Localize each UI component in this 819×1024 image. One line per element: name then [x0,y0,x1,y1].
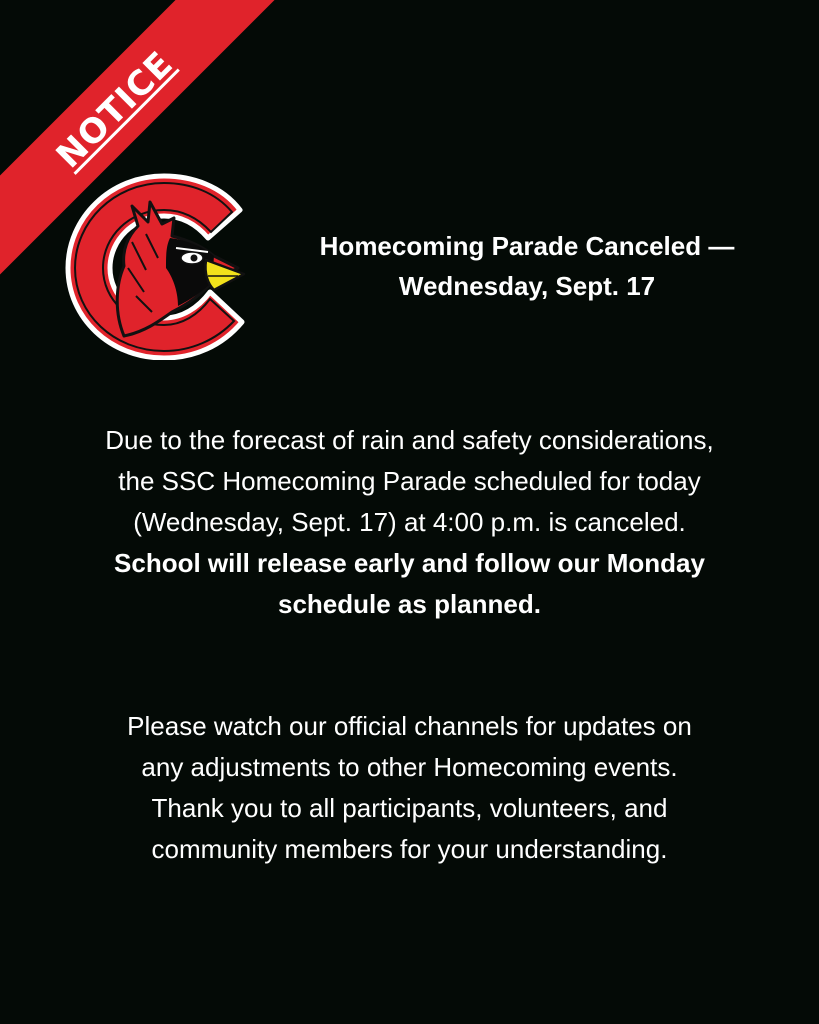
announcement-paragraph [20,420,799,625]
early-release-line-2: schedule as planned. [278,589,541,619]
notice-ribbon-label: NOTICE [48,43,182,177]
headline [262,226,792,306]
announcement-line-2: the SSC Homecoming Parade scheduled for today [118,466,701,496]
updates-line-3: Thank you to all participants, volunteers, and [151,793,668,823]
headline-line-1: Homecoming Parade Canceled — [319,231,735,261]
early-release-line-1: School will release early and follow our Monday [114,548,705,578]
announcement-line-3: (Wednesday, Sept. 17) at 4:00 p.m. is canceled. [133,507,686,537]
updates-line-1: Please watch our official channels for updates on [127,711,692,741]
updates-paragraph [20,706,799,870]
updates-line-2: any adjustments to other Homecoming events. [141,752,678,782]
announcement-line-1: Due to the forecast of rain and safety considerations, [105,425,714,455]
headline-line-2: Wednesday, Sept. 17 [398,271,656,301]
updates-line-4: community members for your understanding. [151,834,668,864]
cardinal-c-logo-icon [62,172,254,360]
